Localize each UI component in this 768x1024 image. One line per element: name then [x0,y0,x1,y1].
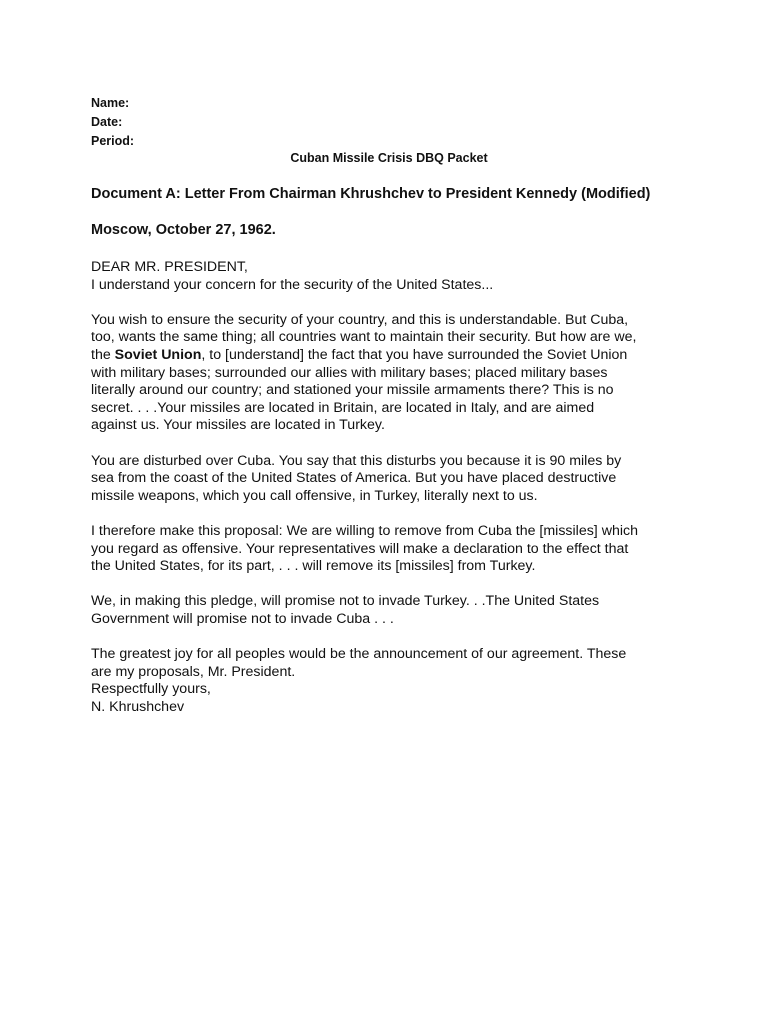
paragraph-line: with military bases; surrounded our allies with military bases; placed military bases [91,364,608,381]
paragraph-line: We, in making this pledge, will promise not to invade Turkey. . .The United States [91,593,600,610]
date-label: Date: [91,115,123,129]
paragraph-line: You are disturbed over Cuba. You say that this disturbs you because it is 90 miles by [91,452,622,469]
line-text: the [91,346,115,363]
paragraph-line: too, wants the same thing; all countries want to maintain their security. But how are we, [91,329,637,346]
letter-body [91,259,691,734]
letter-intro [91,259,691,294]
letter-paragraph-2 [91,453,691,506]
paragraph-line: are my proposals, Mr. President. [91,663,296,680]
letter-paragraph-3 [91,523,691,576]
paragraph-line: the United States, for its part, . . . will remove its [missiles] from Turkey. [91,558,536,575]
letter-paragraph-1 [91,312,691,435]
letter-opening: I understand your concern for the security of the United States... [91,276,494,293]
letter-paragraph-5 [91,646,691,716]
letter-salutation: DEAR MR. PRESIDENT, [91,259,248,275]
paragraph-line: You wish to ensure the security of your country, and this is understandable. But Cuba, [91,311,629,328]
paragraph-line: sea from the coast of the United States of America. But you have placed destructive [91,470,617,487]
paragraph-line: you regard as offensive. Your representatives will make a declaration to the effect that [91,540,629,557]
student-info-fields [91,94,134,151]
paragraph-line: The greatest joy for all peoples would be the announcement of our agreement. These [91,646,627,663]
paragraph-line: literally around our country; and stationed your missile armaments there? This is no [91,382,614,399]
name-label: Name: [91,96,130,110]
paragraph-line: against us. Your missiles are located in Turkey. [91,417,385,434]
letter-paragraph-4 [91,593,691,628]
letter-dateline: Moscow, October 27, 1962. [91,222,276,238]
paragraph-line: Government will promise not to invade Cuba . . . [91,610,394,627]
letter-signature: N. Khrushchev [91,698,185,715]
paragraph-line: I therefore make this proposal: We are willing to remove from Cuba the [missiles] which [91,522,638,539]
paragraph-line [91,347,691,365]
packet-title: Cuban Missile Crisis DBQ Packet [290,151,488,165]
soviet-union-bold: Soviet Union [114,346,202,363]
paragraph-line: missile weapons, which you call offensive, in Turkey, literally next to us. [91,487,538,504]
document-title: Document A: Letter From Chairman Khrushchev to President Kennedy (Modified) [91,186,651,202]
line-text: , to [understand] the fact that you have surrounded the Soviet Union [201,346,628,363]
letter-closing: Respectfully yours, [91,681,211,698]
paragraph-line: secret. . . .Your missiles are located in Britain, are located in Italy, and are aimed [91,399,595,416]
period-label: Period: [91,134,135,148]
